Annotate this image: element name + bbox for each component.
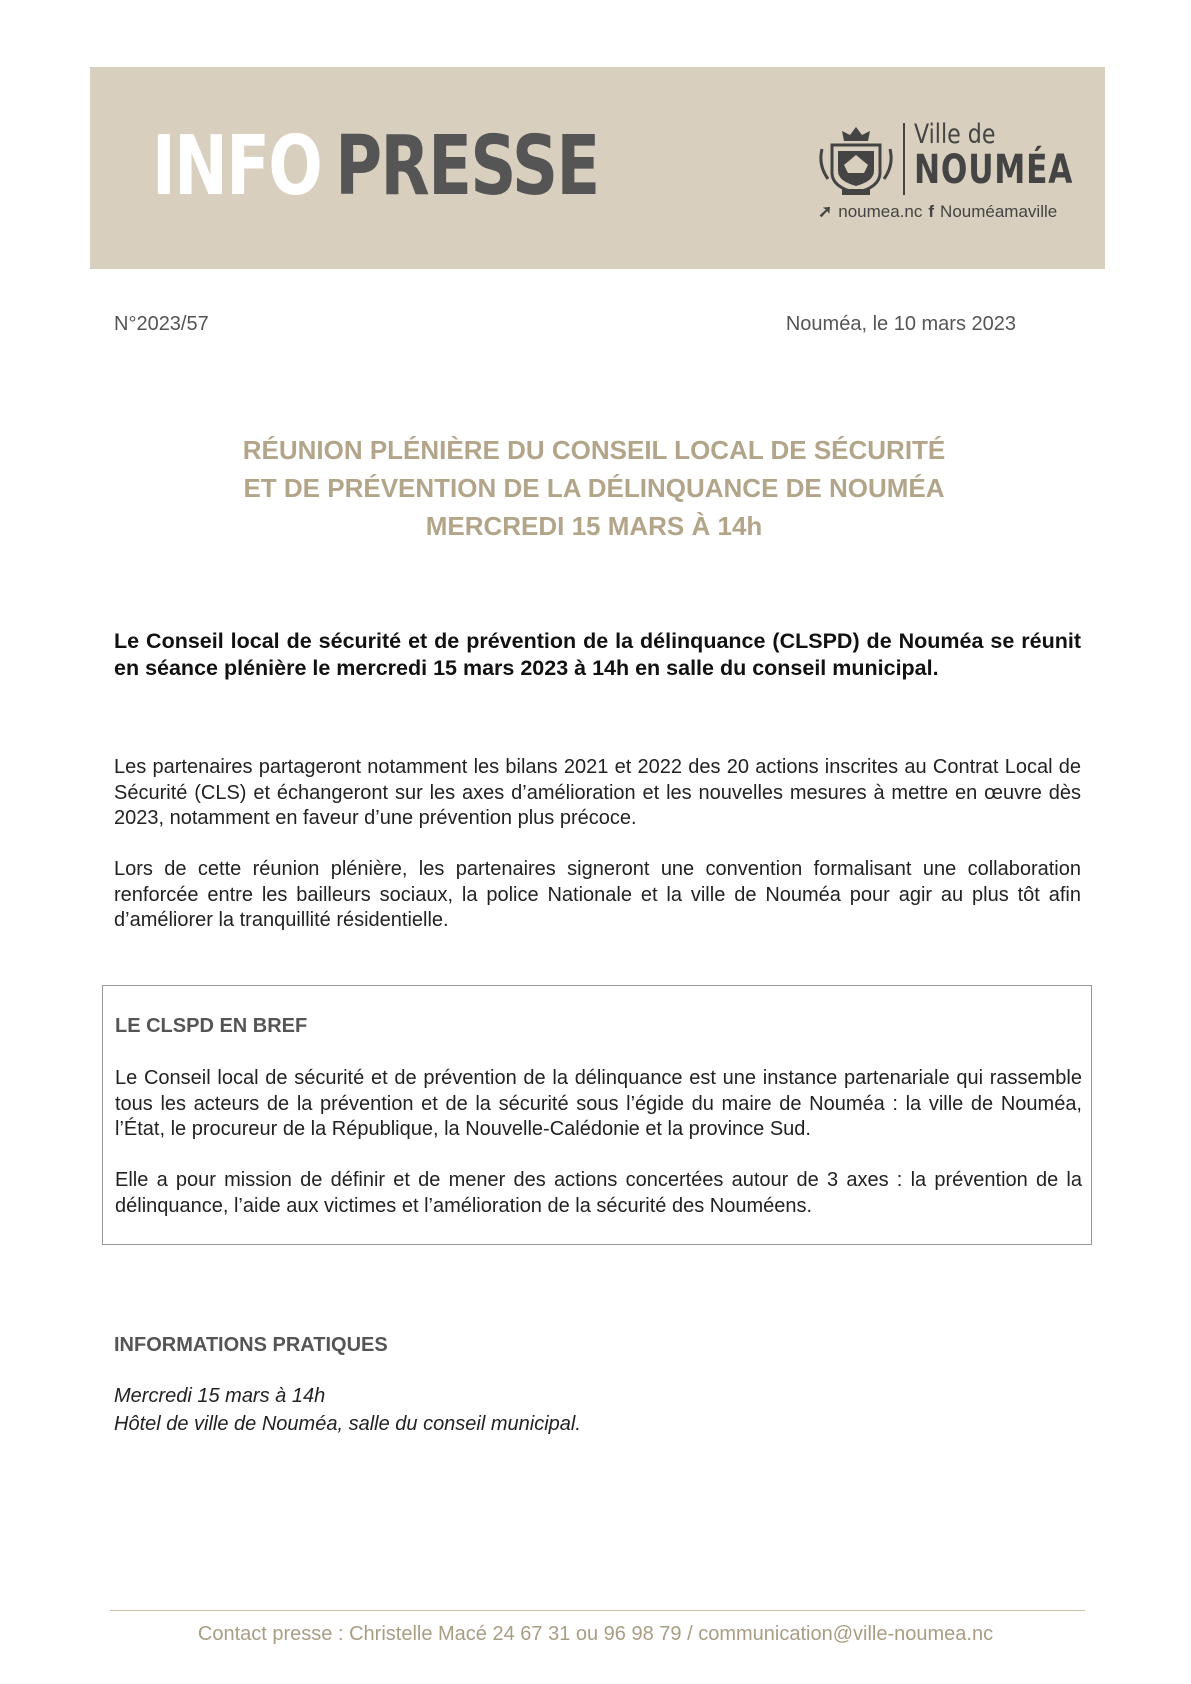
body-paragraph-1: Les partenaires partageront notamment les bilans 2021 et 2022 des 20 actions inscrites au Contrat Local de Sécurité (CLS) et échangeront sur les axes d’amélioration et les nouvelles mesures à mettre en œuvre dès 2023, notamment en faveur d’une prévention plus précoce.: [114, 756, 1081, 829]
title-line-1: RÉUNION PLÉNIÈRE DU CONSEIL LOCAL DE SÉCURITÉ: [242, 435, 946, 465]
practical-info-date: Mercredi 15 mars à 14h: [114, 1385, 326, 1407]
box-paragraph-2: Elle a pour mission de définir et de mener des actions concertées autour de 3 axes : la prévention de la délinquance, l’aide aux victimes et l’amélioration de la sécurité des Nouméens.: [115, 1169, 1082, 1217]
logo-links: [818, 202, 1057, 222]
title-line-3: MERCREDI 15 MARS À 14h: [425, 511, 763, 541]
logo-ville-de: Ville de: [914, 119, 996, 150]
info-presse-brand: [152, 119, 599, 214]
footer-divider: [110, 1610, 1085, 1611]
body-paragraph-2: Lors de cette réunion plénière, les partenaires signeront une convention formalisant une collaboration renforcée entre les bailleurs sociaux, la police Nationale et la ville de Nouméa pour agir au plus tôt afin d’améliorer la tranquillité résidentielle.: [114, 858, 1081, 931]
practical-info-title: INFORMATIONS PRATIQUES: [114, 1334, 388, 1356]
facebook-icon: f: [928, 202, 935, 221]
website-link[interactable]: noumea.nc: [838, 202, 923, 221]
page-title: [114, 431, 1074, 545]
press-release-date: Nouméa, le 10 mars 2023: [785, 313, 1016, 335]
press-contact: Contact presse : Christelle Macé 24 67 31 ou 96 98 79 / communication@ville-noumea.nc: [197, 1623, 994, 1645]
practical-info-place: Hôtel de ville de Nouméa, salle du conseil municipal.: [114, 1413, 581, 1435]
city-crest-icon: [818, 125, 894, 197]
lead-paragraph: Le Conseil local de sécurité et de prévention de la délinquance (CLSPD) de Nouméa se réunit en séance plénière le mercredi 15 mars 2023 à 14h en salle du conseil municipal.: [114, 629, 1081, 680]
arrow-icon: ➚: [818, 202, 833, 221]
press-release-number: N°2023/57: [114, 313, 209, 335]
ville-de-noumea-logo: [818, 119, 1074, 229]
brand-info: INFO: [152, 119, 322, 214]
box-paragraph-1: Le Conseil local de sécurité et de prévention de la délinquance est une instance partenariale qui rassemble tous les acteurs de la prévention et de la sécurité sous l’égide du maire de Nouméa : la ville de Nouméa, l’État, le procureur de la République, la Nouvelle-Calédonie et la province Sud.: [115, 1067, 1082, 1140]
brand-presse: PRESSE: [335, 119, 599, 214]
title-line-2: ET DE PRÉVENTION DE LA DÉLINQUANCE DE NOUMÉA: [243, 473, 945, 503]
logo-separator: [903, 123, 905, 195]
logo-noumea: NOUMÉA: [914, 147, 1074, 193]
box-title: LE CLSPD EN BREF: [115, 1015, 308, 1037]
clspd-summary-box: [102, 985, 1092, 1245]
header-banner: [90, 67, 1105, 269]
facebook-link[interactable]: Nouméamaville: [940, 202, 1058, 221]
